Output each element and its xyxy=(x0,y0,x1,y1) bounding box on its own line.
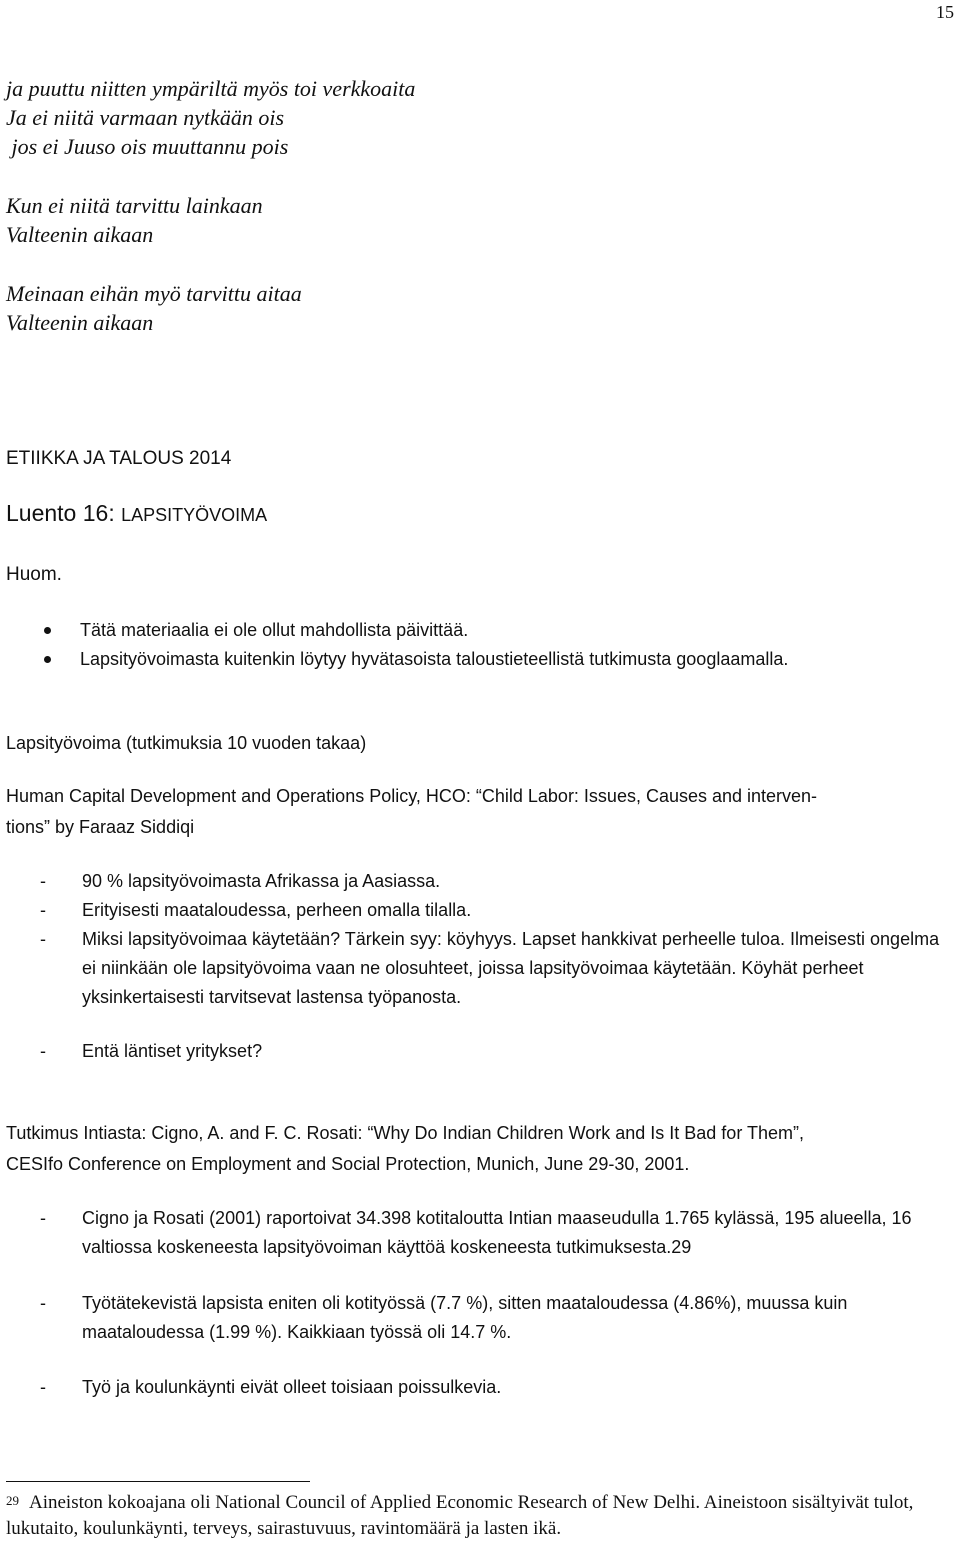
findings-list xyxy=(6,867,946,1012)
bullet-item xyxy=(44,645,944,674)
reference-line: CESIfo Conference on Employment and Social Protection, Munich, June 29-30, 2001. xyxy=(6,1154,690,1174)
poem-line: Valteenin aikaan xyxy=(6,222,154,247)
list-item-text: Miksi lapsityövoimaa käytetään? Tärkein syy: köyhyys. Lapset hankkivat perheelle tuloa. Ilmeisesti ongelma ei niinkään ole lapsityövoima vaan ne olosuhteet, joissa lapsityövoimaa käytetään. Köyhät perheet yksinkertaisesti tarvitsevat lastensa työpanosta. xyxy=(82,929,940,1007)
list-item-text: 90 % lapsityövoimasta Afrikassa ja Aasiassa. xyxy=(82,871,441,891)
bullet-item xyxy=(44,616,944,645)
dash-marker: - xyxy=(40,1041,46,1061)
list-item-text: Entä läntiset yritykset? xyxy=(82,1041,263,1061)
list-item xyxy=(6,867,946,896)
footnote xyxy=(6,1490,946,1542)
dash-marker: - xyxy=(40,1377,46,1397)
poem-line: Meinaan eihän myö tarvittu aitaa xyxy=(6,281,302,306)
bullet-text: Lapsityövoimasta kuitenkin löytyy hyvätasoista taloustieteellistä tutkimusta googlaamalla. xyxy=(80,649,789,669)
lecture-title xyxy=(6,500,267,527)
list-item xyxy=(6,1289,946,1347)
study-results-list-1 xyxy=(6,1204,946,1262)
poem-line: Valteenin aikaan xyxy=(6,310,154,335)
lecture-number: Luento 16 xyxy=(6,500,109,526)
study-results-list-3 xyxy=(6,1373,946,1402)
dash-marker: - xyxy=(40,1208,46,1228)
footnote-text: Aineiston kokoajana oli National Council of Applied Economic Research of New Delhi. Aineistoon sisältyivät tulot, lukutaito, koulunkäynti, terveys, sairastuvuus, ravintomäärä ja lasten ikä. xyxy=(6,1492,914,1539)
course-title: ETIIKKA JA TALOUS 2014 xyxy=(6,448,232,469)
bullet-dot-icon xyxy=(44,627,51,634)
bullet-dot-icon xyxy=(44,656,51,663)
poem xyxy=(6,74,946,367)
list-item-text: Työ ja koulunkäynti eivät olleet toisiaan poissulkevia. xyxy=(82,1377,502,1397)
section-heading: Lapsityövoima (tutkimuksia 10 vuoden takaa) xyxy=(6,733,367,753)
reference-siddiqi xyxy=(6,781,946,843)
footnote-number: 29 xyxy=(6,1493,19,1508)
dash-marker: - xyxy=(40,1293,46,1313)
footnote-divider xyxy=(6,1481,310,1482)
list-item-text: Työtätekevistä lapsista eniten oli kotityössä (7.7 %), sitten maataloudessa (4.86%), muussa kuin maataloudessa (1.99 %). Kaikkiaan työssä oli 14.7 %. xyxy=(82,1293,848,1342)
reference-line: tions” by Faraaz Siddiqi xyxy=(6,817,195,837)
list-item-text: Erityisesti maataloudessa, perheen omalla tilalla. xyxy=(82,900,472,920)
dash-marker: - xyxy=(40,871,46,891)
poem-line: Ja ei niitä varmaan nytkään ois xyxy=(6,105,285,130)
list-item xyxy=(6,925,946,1012)
dash-marker: - xyxy=(40,929,46,949)
reference-line: Tutkimus Intiasta: Cigno, A. and F. C. Rosati: “Why Do Indian Children Work and Is It Bad for Them”, xyxy=(6,1123,804,1143)
list-item xyxy=(6,1373,946,1402)
lecture-separator: : xyxy=(108,500,122,526)
note-label: Huom. xyxy=(6,564,62,585)
poem-line: ja puuttu niitten ympäriltä myös toi verkkoaita xyxy=(6,76,416,101)
poem-line: Kun ei niitä tarvittu lainkaan xyxy=(6,193,263,218)
reference-line: Human Capital Development and Operations Policy, HCO: “Child Labor: Issues, Causes and interven- xyxy=(6,786,818,806)
note-bullet-list xyxy=(44,616,944,674)
list-item xyxy=(6,896,946,925)
bullet-text: Tätä materiaalia ei ole ollut mahdollista päivittää. xyxy=(80,620,469,640)
reference-cigno-rosati xyxy=(6,1118,946,1180)
list-item xyxy=(6,1204,946,1262)
poem-line: jos ei Juuso ois muuttannu pois xyxy=(6,134,289,159)
dash-marker: - xyxy=(40,900,46,920)
page-number: 15 xyxy=(936,2,954,22)
question-list xyxy=(6,1037,946,1066)
poem-stanza-1 xyxy=(6,74,946,161)
list-item-text: Cigno ja Rosati (2001) raportoivat 34.398 kotitaloutta Intian maaseudulla 1.765 kylässä, 195 alueella, 16 valtiossa koskeneesta lapsityövoiman käyttöä koskeneesta tutkimuksesta.29 xyxy=(82,1208,912,1257)
list-item xyxy=(6,1037,946,1066)
lecture-topic: LAPSITYÖVOIMA xyxy=(121,505,268,525)
study-results-list-2 xyxy=(6,1289,946,1347)
poem-stanza-3 xyxy=(6,279,946,337)
poem-stanza-2 xyxy=(6,191,946,249)
